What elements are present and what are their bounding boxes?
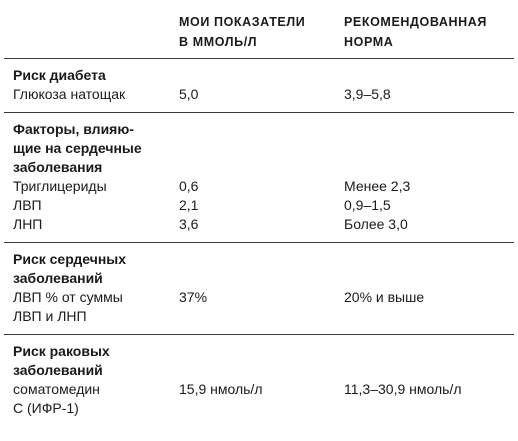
section-diabetes-risk bbox=[4, 59, 514, 113]
my-value: 15,9 нмоль/л bbox=[179, 381, 263, 397]
section-heart-risk bbox=[4, 243, 514, 335]
indicator-name-line: ЛВП % от суммы bbox=[13, 289, 123, 305]
section-heart-factors bbox=[4, 113, 514, 243]
recommended-norm: Менее 2,3 bbox=[344, 178, 411, 194]
my-value: 3,6 bbox=[179, 216, 199, 232]
header-my-values-line1: МОИ ПОКАЗАТЕЛИ bbox=[179, 15, 306, 29]
section-title bbox=[4, 120, 179, 177]
section-title-line: Факторы, влияю- bbox=[13, 121, 134, 137]
header-my-values-line2: В ММОЛЬ/Л bbox=[179, 35, 258, 49]
indicator-name-line: Глюкоза натощак bbox=[13, 86, 126, 102]
indicator-name bbox=[4, 380, 179, 418]
my-value: 0,6 bbox=[179, 178, 199, 194]
recommended-norm: 3,9–5,8 bbox=[344, 86, 391, 102]
table-row bbox=[4, 288, 514, 326]
header-norm-line2: НОРМА bbox=[344, 35, 394, 49]
indicator-name-line: ЛВП bbox=[13, 197, 42, 213]
table-row bbox=[4, 380, 514, 418]
indicator-name-line: Триглицериды bbox=[13, 178, 107, 194]
health-indicators-table bbox=[4, 4, 514, 426]
my-value: 5,0 bbox=[179, 86, 199, 102]
section-cancer-risk bbox=[4, 335, 514, 426]
table-row bbox=[4, 215, 514, 234]
section-title bbox=[4, 342, 179, 380]
header-my-values-column bbox=[179, 4, 344, 58]
recommended-norm: 0,9–1,5 bbox=[344, 197, 391, 213]
indicator-name bbox=[4, 177, 179, 196]
indicator-name-line: ЛНП bbox=[13, 216, 43, 232]
indicator-name bbox=[4, 288, 179, 326]
indicator-name-line: С (ИФР-1) bbox=[13, 400, 79, 416]
table-row bbox=[4, 196, 514, 215]
section-title bbox=[4, 250, 179, 288]
header-indicator-column bbox=[4, 4, 179, 58]
indicator-name bbox=[4, 196, 179, 215]
section-title bbox=[4, 66, 179, 85]
section-title-line: заболевания bbox=[13, 159, 103, 175]
header-norm-column bbox=[344, 4, 514, 58]
section-title-line: Риск раковых bbox=[13, 343, 110, 359]
table-header bbox=[4, 4, 514, 59]
my-value: 37% bbox=[179, 289, 208, 305]
header-norm-line1: РЕКОМЕНДОВАННАЯ bbox=[344, 15, 487, 29]
recommended-norm: Более 3,0 bbox=[344, 216, 408, 232]
indicator-name-line: ЛВП и ЛНП bbox=[13, 308, 87, 324]
table-row bbox=[4, 85, 514, 104]
table-row bbox=[4, 177, 514, 196]
section-title-line: заболеваний bbox=[13, 362, 103, 378]
section-title-line: заболеваний bbox=[13, 270, 103, 286]
recommended-norm: 11,3–30,9 нмоль/л bbox=[344, 381, 462, 397]
my-value: 2,1 bbox=[179, 197, 199, 213]
recommended-norm: 20% и выше bbox=[344, 289, 425, 305]
section-title-line: щие на сердечные bbox=[13, 140, 142, 156]
section-title-line: Риск диабета bbox=[13, 67, 106, 83]
indicator-name bbox=[4, 215, 179, 234]
section-title-line: Риск сердечных bbox=[13, 251, 127, 267]
indicator-name bbox=[4, 85, 179, 104]
indicator-name-line: соматомедин bbox=[13, 381, 100, 397]
